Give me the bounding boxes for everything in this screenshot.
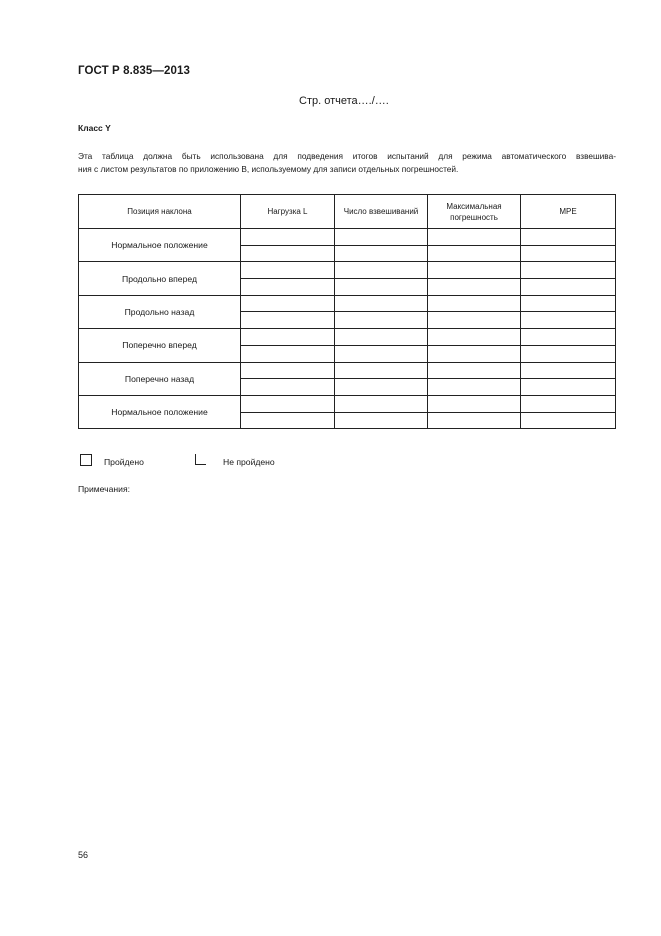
cell-mpe[interactable] — [521, 279, 616, 296]
cell-load[interactable] — [241, 262, 335, 279]
cell-load[interactable] — [241, 279, 335, 296]
cell-load[interactable] — [241, 295, 335, 312]
header-weighings: Число взвешиваний — [335, 195, 428, 229]
table-row — [79, 329, 616, 346]
cell-weighings[interactable] — [335, 245, 428, 262]
row-position-label: Продольно вперед — [79, 262, 241, 295]
cell-max-error[interactable] — [428, 312, 521, 329]
cell-mpe[interactable] — [521, 412, 616, 429]
cell-load[interactable] — [241, 345, 335, 362]
cell-weighings[interactable] — [335, 262, 428, 279]
passed-label: Пройдено — [104, 457, 144, 467]
table-row — [79, 262, 616, 279]
cell-load[interactable] — [241, 329, 335, 346]
cell-max-error[interactable] — [428, 329, 521, 346]
row-position-label: Поперечно вперед — [79, 329, 241, 362]
cell-max-error[interactable] — [428, 279, 521, 296]
failed-checkbox[interactable] — [195, 454, 206, 465]
cell-weighings[interactable] — [335, 312, 428, 329]
cell-load[interactable] — [241, 379, 335, 396]
cell-weighings[interactable] — [335, 295, 428, 312]
header-position: Позиция наклона — [79, 195, 241, 229]
cell-max-error[interactable] — [428, 295, 521, 312]
cell-weighings[interactable] — [335, 345, 428, 362]
header-load: Нагрузка L — [241, 195, 335, 229]
passed-checkbox[interactable] — [80, 454, 92, 466]
intro-paragraph — [78, 150, 616, 175]
row-position-label: Нормальное положение — [79, 395, 241, 428]
row-position-label: Продольно назад — [79, 295, 241, 328]
cell-max-error[interactable] — [428, 229, 521, 246]
failed-label: Не пройдено — [223, 457, 275, 467]
table-row — [79, 295, 616, 312]
cell-weighings[interactable] — [335, 362, 428, 379]
results-table — [78, 194, 616, 429]
cell-mpe[interactable] — [521, 395, 616, 412]
table-header-row — [79, 195, 616, 229]
header-max-error-line1: Максимальная — [446, 201, 502, 211]
cell-mpe[interactable] — [521, 262, 616, 279]
cell-weighings[interactable] — [335, 412, 428, 429]
cell-max-error[interactable] — [428, 245, 521, 262]
header-max-error — [428, 195, 521, 229]
row-position-label: Поперечно назад — [79, 362, 241, 395]
cell-mpe[interactable] — [521, 345, 616, 362]
table-row — [79, 229, 616, 246]
cell-load[interactable] — [241, 362, 335, 379]
cell-mpe[interactable] — [521, 312, 616, 329]
cell-max-error[interactable] — [428, 362, 521, 379]
cell-max-error[interactable] — [428, 262, 521, 279]
cell-load[interactable] — [241, 312, 335, 329]
cell-load[interactable] — [241, 395, 335, 412]
report-page-counter: Стр. отчета…./…. — [299, 95, 389, 107]
cell-mpe[interactable] — [521, 295, 616, 312]
document-code: ГОСТ Р 8.835—2013 — [78, 65, 190, 77]
cell-weighings[interactable] — [335, 229, 428, 246]
cell-weighings[interactable] — [335, 395, 428, 412]
cell-load[interactable] — [241, 412, 335, 429]
intro-line-2: ния с листом результатов по приложению В, используемому для записи отдельных погрешностей. — [78, 163, 459, 174]
cell-load[interactable] — [241, 245, 335, 262]
row-position-label: Нормальное положение — [79, 229, 241, 262]
cell-weighings[interactable] — [335, 329, 428, 346]
cell-mpe[interactable] — [521, 229, 616, 246]
cell-mpe[interactable] — [521, 362, 616, 379]
table-row — [79, 362, 616, 379]
cell-mpe[interactable] — [521, 379, 616, 396]
cell-mpe[interactable] — [521, 245, 616, 262]
cell-max-error[interactable] — [428, 379, 521, 396]
page-number: 56 — [78, 850, 89, 860]
cell-weighings[interactable] — [335, 279, 428, 296]
class-heading: Класс Y — [78, 123, 111, 133]
intro-line-1: Эта таблица должна быть использована для подведения итогов испытаний для режима автоматического взвешива- — [78, 151, 616, 161]
cell-max-error[interactable] — [428, 412, 521, 429]
cell-load[interactable] — [241, 229, 335, 246]
header-max-error-line2: погрешность — [450, 212, 498, 222]
notes-label: Примечания: — [78, 484, 131, 494]
header-mpe: MPE — [521, 195, 616, 229]
cell-max-error[interactable] — [428, 345, 521, 362]
cell-mpe[interactable] — [521, 329, 616, 346]
cell-max-error[interactable] — [428, 395, 521, 412]
table-row — [79, 395, 616, 412]
cell-weighings[interactable] — [335, 379, 428, 396]
